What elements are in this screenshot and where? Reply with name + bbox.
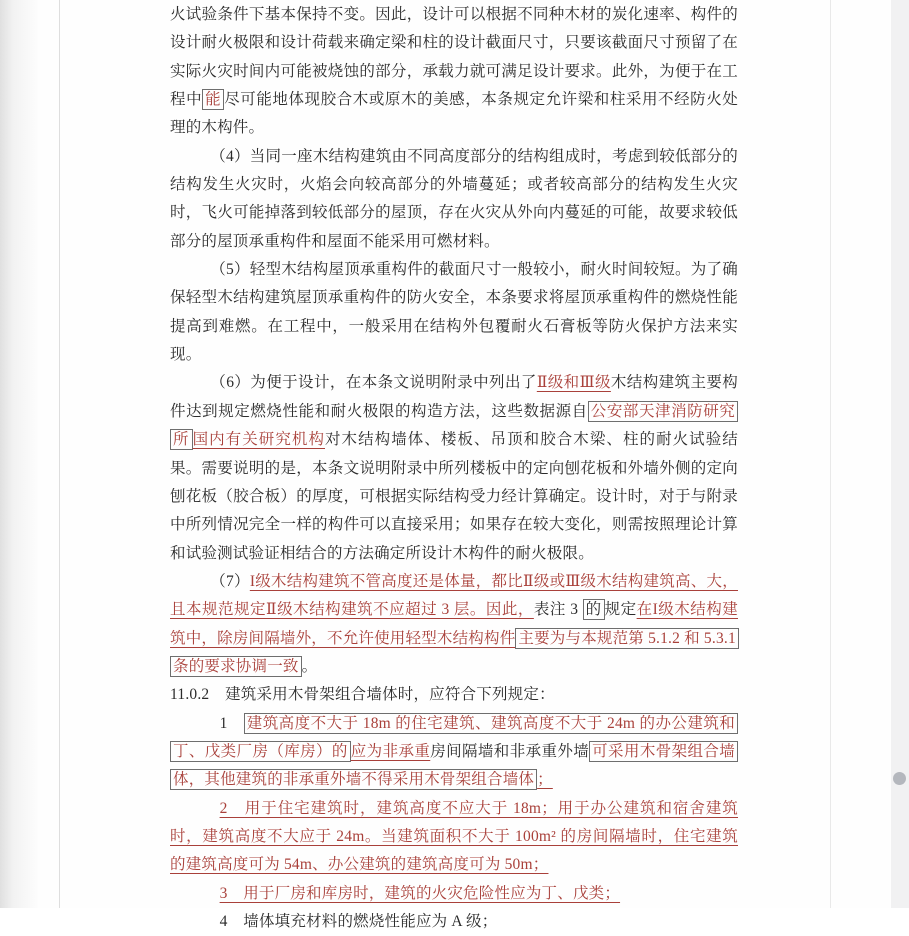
deleted-text-box: 主要为与本规范第 5.1.2 和 5.3.1 条的要求协调一致 <box>170 628 739 677</box>
text-segment: 房间隔墙和非承重外墙 <box>430 742 590 760</box>
text-segment: （4）当同一座木结构建筑由不同高度部分的结构组成时，考虑到较低部分的结构发生火灾时，火焰会向较高部分的外墙蔓延；或者较高部分的结构发生火灾时，飞火可能掉落到较低部分的屋顶，存在火灾从外向内蔓延的可能，故要求较低部分的屋顶承重构件和屋面不能采用可燃材料。 <box>170 147 738 250</box>
inserted-text: 应为非承重 <box>350 742 431 760</box>
body-paragraph-6 <box>170 369 738 567</box>
text-segment: 木结构建筑主要构件达到规定燃烧性能和耐火极限的构造方法，这些数据源自 <box>170 374 739 420</box>
inserted-text: 2 用于住宅建筑时，建筑高度不应大于 18m；用于办公建筑和宿舍建筑时，建筑高度不大应于 24m。当建筑面积不大于 100m² 的房间隔墙时，住宅建筑的建筑高度可为 54m、办公建筑的建筑高度可为 50m； <box>170 799 738 874</box>
text-segment: 规定 <box>604 601 637 619</box>
text-segment: 4 墙体填充材料的燃烧性能应为 A 级； <box>219 913 498 930</box>
deleted-text-box: 建筑高度不大于 18m 的住宅建筑、建筑高度不大于 24m 的办公建筑和丁、戊类厂房（库房）的 <box>170 713 738 762</box>
inserted-text: Ⅱ级和Ⅲ级 <box>536 374 611 392</box>
text-segment: （5）轻型木结构屋顶承重构件的截面尺寸一般较小，耐火时间较短。为了确保轻型木结构建筑屋顶承重构件的防火安全，本条要求将屋顶承重构件的燃烧性能提高到难燃。在工程中，一般采用在结构外包覆耐火石膏板等防火保护方法来实现。 <box>170 261 738 364</box>
text-segment: 11.0.2 建筑采用木骨架组合墙体时，应符合下列规定： <box>170 686 555 704</box>
inserted-text: 国内有关研究机构 <box>192 431 325 449</box>
text-segment: 表注 3 <box>533 601 583 619</box>
inserted-text: ； <box>537 771 553 789</box>
body-paragraph-5 <box>170 256 738 369</box>
text-segment: 尽可能地体现胶合木或原木的美感，本条规定允许梁和柱采用不经防火处理的木构件。 <box>170 91 739 137</box>
scroll-indicator[interactable] <box>893 772 906 785</box>
text-segment: （6）为便于设计，在本条文说明附录中列出了 <box>210 374 537 392</box>
inserted-text: 在I级木结构建筑中，除房间隔墙外，不允许使用轻型木结构构件 <box>170 601 738 647</box>
revision-box: 的 <box>583 599 605 620</box>
text-segment: 。 <box>301 657 318 675</box>
body-paragraph-4 <box>170 143 738 256</box>
clause-item-2 <box>170 795 738 880</box>
clause-item-1 <box>170 710 738 795</box>
text-segment: 火试验条件下基本保持不变。因此，设计可以根据不同种木材的炭化速率、构件的设计耐火极限和设计荷载来确定梁和柱的设计截面尺寸，只要该截面尺寸预留了在实际火灾时间内可能被烧蚀的部分，承载力就可满足设计要求。此外，为便于在工程中 <box>170 6 738 109</box>
deleted-text-box: 可采用木骨架组合墙体，其他建筑的非承重外墙不得采用木骨架组合墙体 <box>170 741 738 790</box>
body-paragraph-fire-test <box>170 1 738 143</box>
page-edge-inner-line <box>830 0 831 908</box>
body-paragraph-7 <box>170 568 738 681</box>
deleted-text-box: 能 <box>202 89 224 110</box>
page-edge-left-line <box>59 0 60 908</box>
page-left-shadow <box>0 0 38 908</box>
text-segment: 1 <box>219 714 244 732</box>
text-segment: （7） <box>210 572 250 590</box>
document-page-text <box>170 1 738 936</box>
clause-11-0-2-heading <box>170 681 738 709</box>
clause-item-3 <box>170 880 738 908</box>
clause-item-4 <box>170 908 738 936</box>
inserted-text: I级木结构建筑不管高度还是体量，都比Ⅱ级或Ⅲ级木结构建筑高、大，且本规范规定Ⅱ级木结构建筑不应超过 3 层。因此， <box>170 572 738 619</box>
deleted-text-box: 公安部天津消防研究所 <box>170 401 738 450</box>
text-segment: 对木结构墙体、楼板、吊顶和胶合木梁、柱的耐火试验结果。需要说明的是，本条文说明附录中所列楼板中的定向刨花板和外墙外侧的定向刨花板（胶合板）的厚度，可根据实际结构受力经计算确定。设计时，对于与附录中所列情况完全一样的构件可以直接采用；如果存在较大变化，则需按照理论计算和试验测试验证相结合的方法确定所设计木构件的耐火极限。 <box>170 431 738 562</box>
inserted-text: 3 用于厂房和库房时，建筑的火灾危险性应为丁、戊类； <box>219 884 621 902</box>
